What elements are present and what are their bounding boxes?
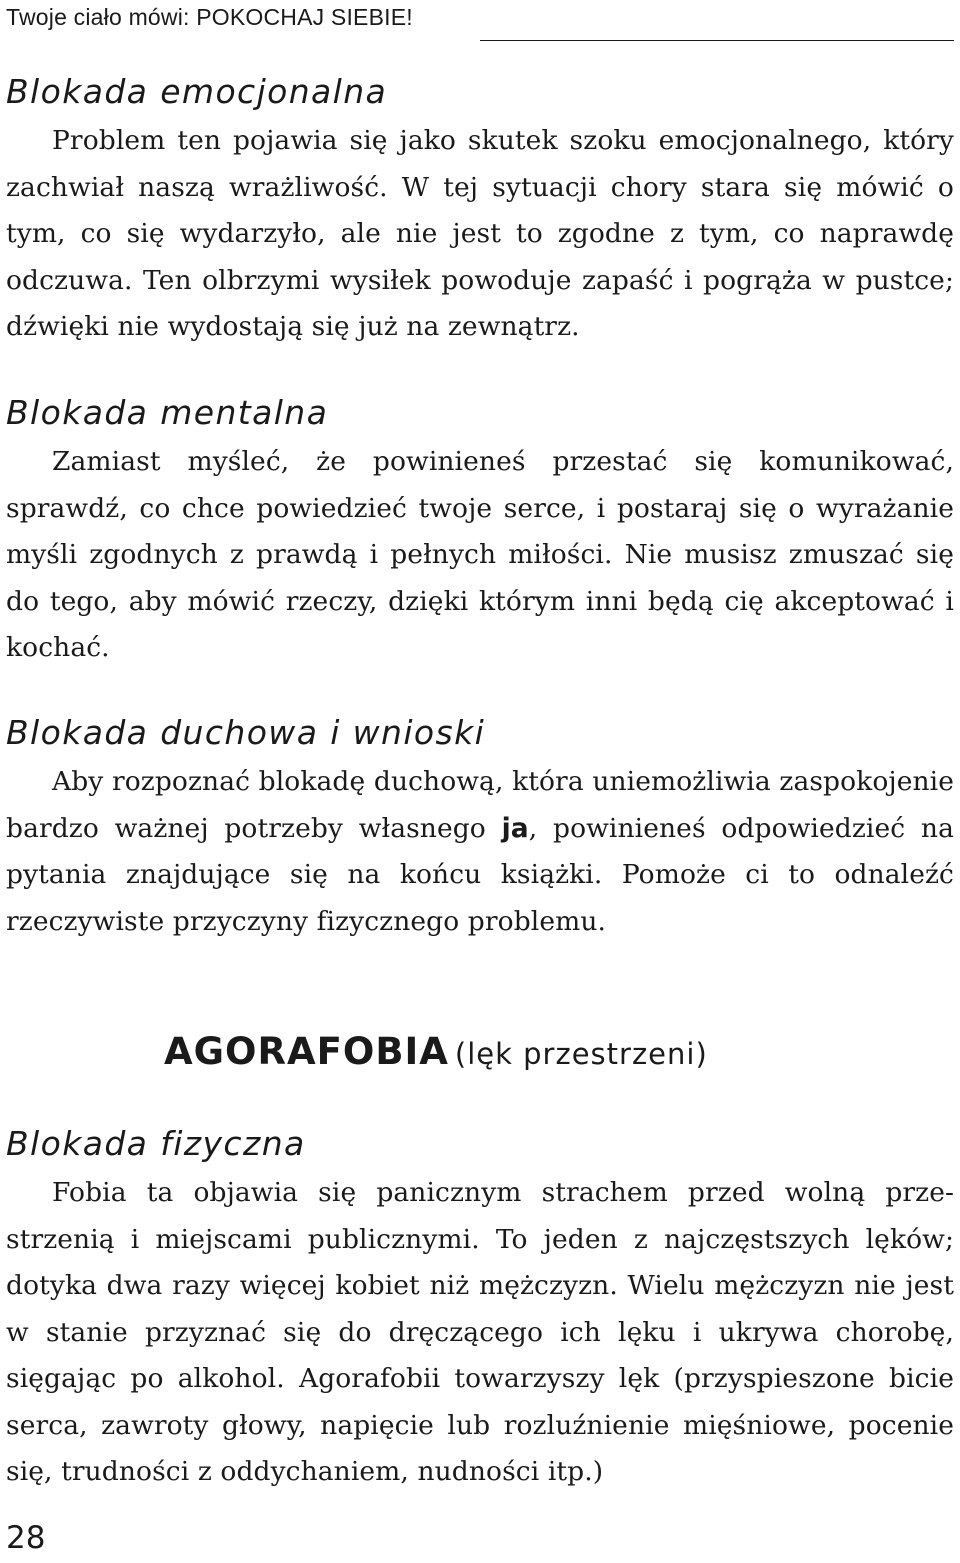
paragraph-text-start: Aby rozpoznać blokadę duchową, która uniemożliwia zaspokojenie bardzo ważnej potrzeby własnego (6, 766, 954, 844)
section-heading: Blokada fizyczna (6, 1124, 306, 1163)
section-spiritual-block (6, 713, 954, 945)
section-paragraph: Problem ten pojawia się jako skutek szoku emocjonalnego, który zachwiał naszą wrażliwość. W tej sytuacji chory stara się mówić o tym, co się wydarzyło, ale nie jest to zgodne z tym, co naprawdę odczuwa. Ten olbrzymi wysiłek powoduje zapaść i pogrąża w pustce; dźwięki nie wydostają się już na zewnątrz. (6, 125, 954, 342)
header-rule (480, 40, 954, 41)
section-paragraph: Zamiast myśleć, że powinieneś przestać się komunikować, sprawdź, co chce powiedzieć twoje serce, i postaraj się o wyrażanie myśli zgodnych z prawdą i pełnych miłości. Nie musisz zmuszać się do tego, aby mówić rzeczy, dzięki którym inni będą cię akceptować i kochać. (6, 446, 954, 663)
page-number: 28 (6, 1520, 46, 1556)
section-paragraph: Fobia ta objawia się panicznym strachem przed wolną przestrzenią i miejscami publicznymi. To jeden z najczęstszych lęków; dotyka dwa razy więcej kobiet niż mężczyzn. Wielu mężczyzn nie jest w stanie przyznać się do dręczącego ich lęku i ukrywa chorobę, sięgając po alkohol. Agorafobii towarzyszy lęk (przyspieszone bicie serca, zawroty głowy, napięcie lub rozluźnienie mięśniowe, pocenie się, trudności z oddychaniem, nudności itp.) (6, 1177, 954, 1487)
chapter-title-subtitle: (lęk przestrzeni) (454, 1037, 708, 1071)
chapter-title (164, 1030, 708, 1073)
section-emotional-block (6, 72, 954, 351)
paragraph-text-end: , powinieneś odpowiedzieć na pytania znajdujące się na końcu książki. Pomoże ci to odnaleźć rzeczywiste przyczyny fizycznego problemu. (6, 812, 954, 937)
section-mental-block (6, 393, 954, 672)
section-heading: Blokada emocjonalna (6, 72, 388, 111)
chapter-title-main: AGORAFOBIA (164, 1030, 449, 1073)
section-paragraph (6, 759, 954, 945)
running-head: Twoje ciało mówi: POKOCHAJ SIEBIE! (6, 4, 413, 30)
section-physical-block (6, 1124, 954, 1496)
emphasis-word: ja (501, 812, 529, 844)
section-heading: Blokada mentalna (6, 393, 329, 432)
section-heading: Blokada duchowa i wnioski (6, 713, 486, 752)
